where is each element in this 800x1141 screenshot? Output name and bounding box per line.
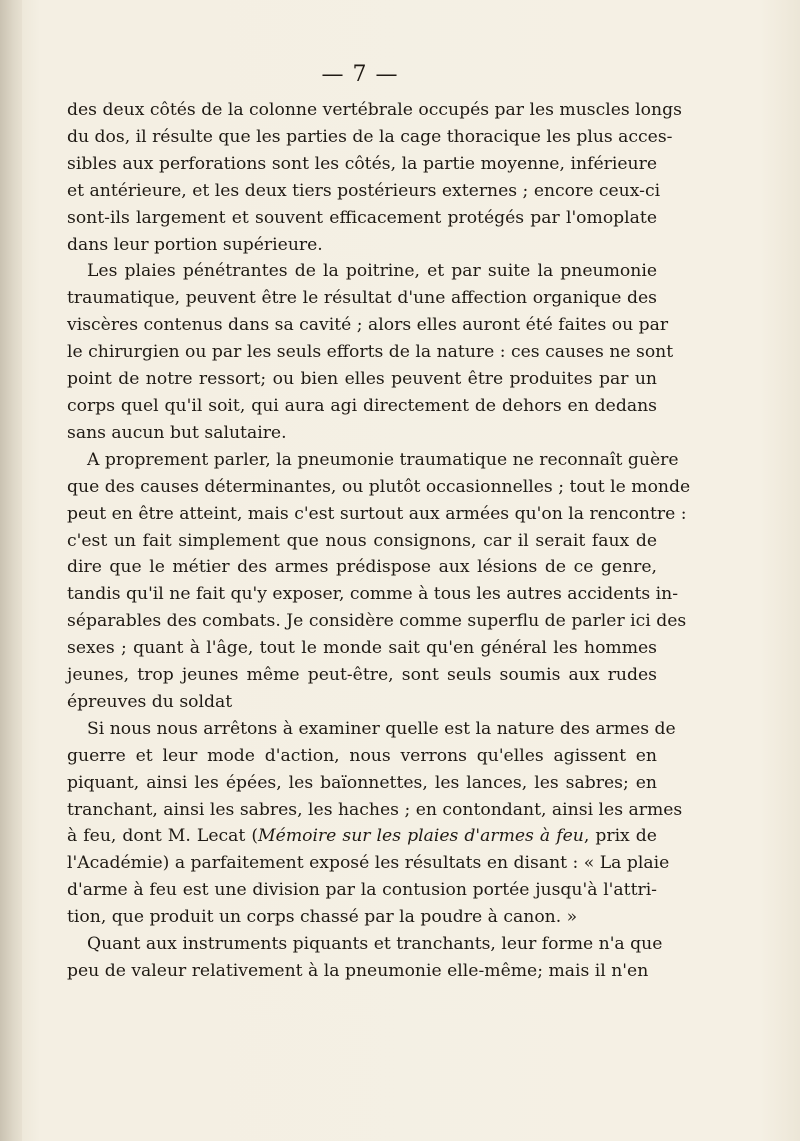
text-line: jeunes, trop jeunes même peut-être, sont seuls soumis aux rudes [67,665,657,686]
text-line: sans aucun but salutaire. [67,422,287,443]
text-line: tion, que produit un corps chassé par la poudre à canon. » [67,907,578,928]
page-number: — 7 — [321,62,399,87]
text-line: corps quel qu'il soit, qui aura agi directement de dehors en dedans [67,395,657,416]
paragraph [67,931,663,985]
text-line: et antérieure, et les deux tiers postérieurs externes ; encore ceux-ci [67,180,661,201]
text-line: séparables des combats. Je considère comme superflu de parler ici des [67,611,687,632]
paragraph [67,258,674,446]
text-line: piquant, ainsi les épées, les baïonnettes, les lances, les sabres; en [67,772,657,793]
text-line: Les plaies pénétrantes de la poitrine, et par suite la pneumonie [87,261,657,282]
text-line: viscères contenus dans sa cavité ; alors elles auront été faites ou par [67,315,669,336]
text-line: le chirurgien ou par les seuls efforts de la nature : ces causes ne sont [67,342,674,363]
paragraph [67,97,682,258]
text-line: d'arme à feu est une division par la contusion portée jusqu'à l'attri- [67,880,657,901]
text-line: peu de valeur relativement à la pneumonie elle-même; mais il n'en [67,961,649,981]
text-line: A proprement parler, la pneumonie traumatique ne reconnaît guère [87,449,679,470]
text-line: épreuves du soldat [67,691,233,712]
text-line: l'Académie) a parfaitement exposé les résultats en disant : « La plaie [67,853,670,874]
italic-title: Mémoire sur les plaies d'armes à feu [258,826,584,847]
paragraphs [67,97,691,985]
text-line: que des causes déterminantes, ou plutôt occasionnelles ; tout le monde [67,476,691,497]
text-line: traumatique, peuvent être le résultat d'une affection organique des [67,288,657,309]
text-line: Si nous nous arrêtons à examiner quelle est la nature des armes de [87,718,676,739]
paragraph [67,447,691,716]
text-line: peut en être atteint, mais c'est surtout aux armées qu'on la rencontre : [67,503,687,524]
text-line: c'est un fait simplement que nous consignons, car il serait faux de [67,530,657,551]
text-line: Quant aux instruments piquants et tranchants, leur forme n'a que [87,934,663,955]
text-line: guerre et leur mode d'action, nous verrons qu'elles agissent en [67,745,657,766]
text-line: sont-ils largement et souvent efficacement protégés par l'omoplate [67,207,657,228]
text-line: dire que le métier des armes prédispose aux lésions de ce genre, [67,557,657,578]
text-line: des deux côtés de la colonne vertébrale occupés par les muscles longs [67,100,682,120]
text-line: du dos, il résulte que les parties de la cage thoracique les plus acces- [67,126,673,147]
text-line [67,823,657,850]
paragraph [67,716,683,931]
text-fragment: à feu, dont M. Lecat ( [67,826,259,847]
text-line: point de notre ressort; ou bien elles peuvent être produites par un [67,369,657,390]
text-line: sexes ; quant à l'âge, tout le monde sait qu'en général les hommes [67,638,657,659]
book-gutter-shadow [0,0,22,1141]
text-line: sibles aux perforations sont les côtés, la partie moyenne, inférieure [67,153,657,174]
body-text [67,97,691,985]
text-line: tranchant, ainsi les sabres, les haches ; en contondant, ainsi les armes [67,799,683,820]
text-line: dans leur portion supérieure. [67,234,323,255]
text-fragment: , prix de [583,826,657,847]
text-line: tandis qu'il ne fait qu'y exposer, comme à tous les autres accidents in- [67,584,679,605]
